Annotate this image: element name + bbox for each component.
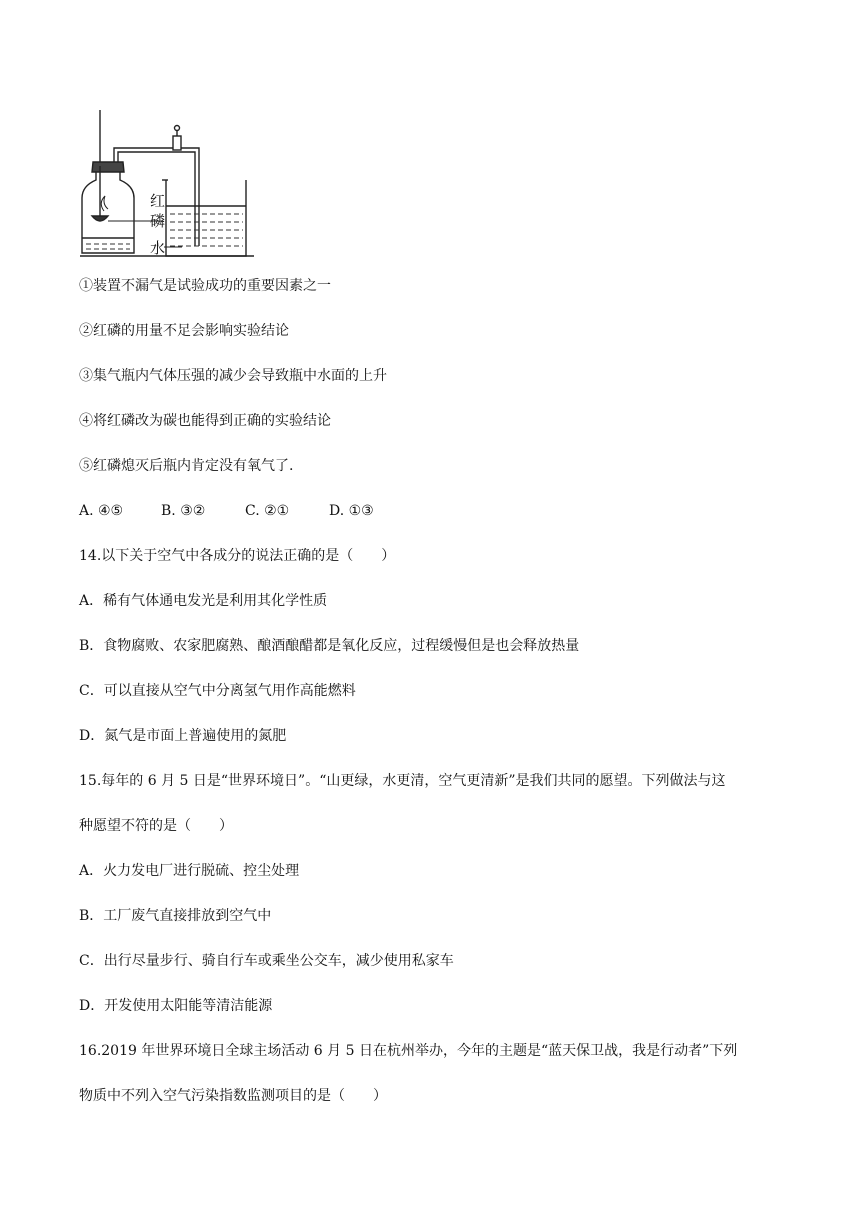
statement-3: ③集气瓶内气体压强的减少会导致瓶中水面的上升	[79, 368, 387, 384]
q16-stem-line2: 物质中不列入空气污染指数监测项目的是（ ）	[79, 1088, 387, 1104]
apparatus-figure	[78, 108, 256, 260]
statement-5: ⑤红磷熄灭后瓶内肯定没有氧气了.	[79, 458, 294, 474]
label-phosphorus: 磷	[150, 212, 166, 230]
q15-stem-line2: 种愿望不符的是（ ）	[79, 818, 233, 834]
q15-option-b: B．工厂废气直接排放到空气中	[79, 908, 272, 924]
q13-option-c: C. ②①	[245, 503, 290, 519]
q16-stem-line1: 16.2019 年世界环境日全球主场活动 6 月 5 日在杭州举办，今年的主题是“蓝天保卫战，我是行动者”下列	[79, 1043, 738, 1059]
q14-option-a: A．稀有气体通电发光是利用其化学性质	[79, 593, 328, 609]
q14-option-c: C．可以直接从空气中分离氢气用作高能燃料	[79, 683, 356, 699]
statement-1: ①装置不漏气是试验成功的重要因素之一	[79, 278, 331, 294]
q13-options	[79, 501, 374, 521]
q14-option-b: B．食物腐败、农家肥腐熟、酿酒酿醋都是氧化反应，过程缓慢但是也会释放热量	[79, 638, 580, 654]
q15-stem-line1: 15.每年的 6 月 5 日是“世界环境日”。“山更绿，水更清，空气更清新”是我们共同的愿望。下列做法与这	[79, 773, 726, 789]
q14-option-d: D．氮气是市面上普遍使用的氮肥	[79, 728, 287, 744]
q15-option-c: C．出行尽量步行、骑自行车或乘坐公交车，减少使用私家车	[79, 953, 454, 969]
q13-option-a: A. ④⑤	[79, 503, 124, 519]
q13-option-d: D. ①③	[329, 503, 374, 519]
label-red: 红	[150, 192, 166, 210]
q15-option-d: D．开发使用太阳能等清洁能源	[79, 998, 273, 1014]
statement-4: ④将红磷改为碳也能得到正确的实验结论	[79, 413, 331, 429]
q14-stem: 14.以下关于空气中各成分的说法正确的是（ ）	[79, 548, 396, 564]
q15-option-a: A．火力发电厂进行脱硫、控尘处理	[79, 863, 300, 879]
statement-2: ②红磷的用量不足会影响实验结论	[79, 323, 289, 339]
label-water: 水	[150, 239, 166, 257]
q13-option-b: B. ③②	[161, 503, 206, 519]
